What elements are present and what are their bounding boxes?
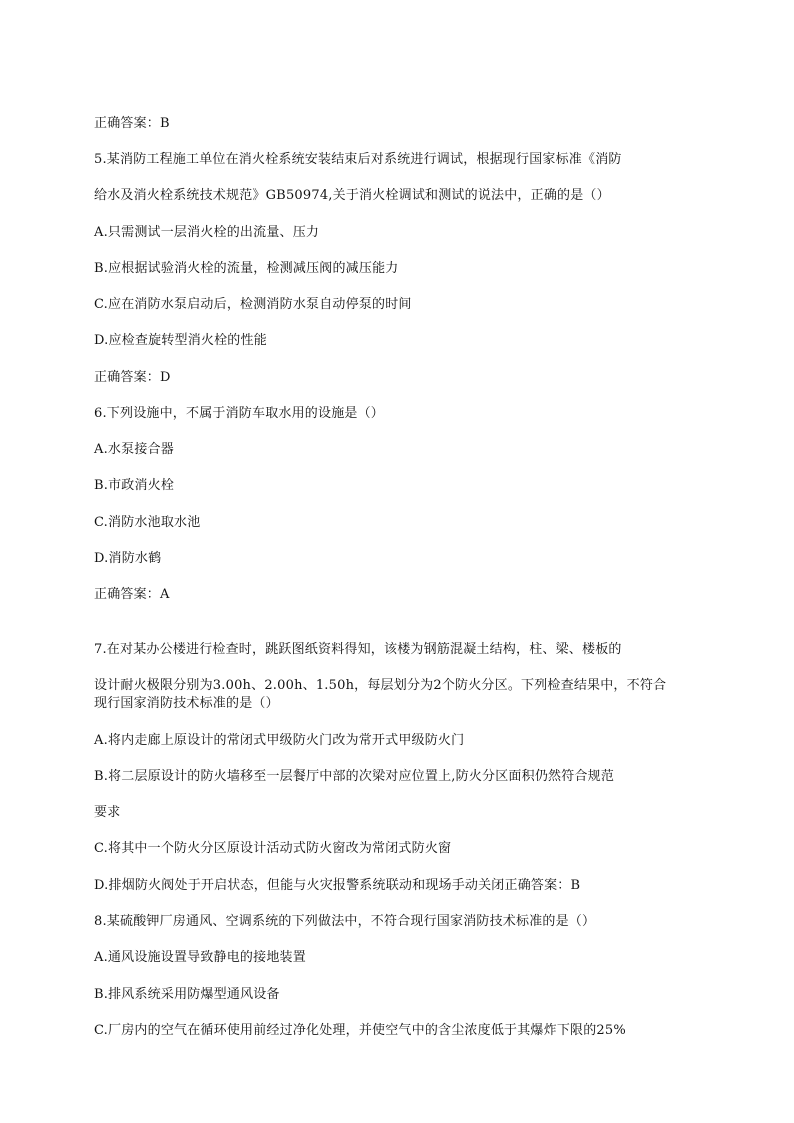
question-6-option-c: C.消防水池取水池 [94, 515, 201, 530]
answer-6: 正确答案：A [94, 587, 170, 602]
question-5-option-c: C.应在消防水泵启动后，检测消防水泵自动停泵的时间 [94, 297, 412, 312]
question-8-option-b: B.排风系统采用防爆型通风设备 [94, 987, 280, 1002]
answer-5: 正确答案：D [94, 370, 171, 385]
question-7-line-1: 7.在对某办公楼进行检查时，跳跃图纸资料得知，该楼为钢筋混凝土结构，柱、梁、楼板的 [94, 642, 622, 657]
question-5-line-1: 5.某消防工程施工单位在消火栓系统安装结束后对系统进行调试，根据现行国家标准《消防 [94, 152, 622, 167]
question-7-line-2: 设计耐火极限分别为3.00h、2.00h、1.50h，每层划分为2个防火分区。下列检查结果中，不符合 [94, 678, 667, 693]
question-7-option-a: A.将内走廊上原设计的常闭式甲级防火门改为常开式甲级防火门 [94, 733, 465, 748]
question-8-option-a: A.通风设施设置导致静电的接地装置 [94, 950, 306, 965]
question-7-option-d-and-answer: D.排烟防火阀处于开启状态，但能与火灾报警系统联动和现场手动关闭正确答案：B [94, 878, 581, 893]
question-6-option-b: B.市政消火栓 [94, 478, 175, 493]
question-5-option-b: B.应根据试验消火栓的流量，检测减压阀的减压能力 [94, 261, 399, 276]
question-5-line-2: 给水及消火栓系统技术规范》GB50974,关于消火栓调试和测试的说法中，正确的是（） [94, 188, 610, 203]
question-7-option-c: C.将其中一个防火分区原设计活动式防火窗改为常闭式防火窗 [94, 841, 452, 856]
question-6-option-d: D.消防水鹤 [94, 551, 162, 566]
question-7-option-b-cont: 要求 [94, 805, 121, 820]
question-8-option-c: C.厂房内的空气在循环使用前经过净化处理，并使空气中的含尘浓度低于其爆炸下限的25% [94, 1023, 626, 1038]
question-5-option-d: D.应检查旋转型消火栓的性能 [94, 333, 267, 348]
question-7-option-b: B.将二层原设计的防火墙移至一层餐厅中部的次梁对应位置上,防火分区面积仍然符合规范 [94, 769, 615, 784]
question-5-option-a: A.只需测试一层消火栓的出流量、压力 [94, 225, 320, 240]
question-8: 8.某硫酸钾厂房通风、空调系统的下列做法中，不符合现行国家消防技术标准的是（） [94, 914, 596, 929]
answer-4: 正确答案：B [94, 116, 170, 131]
question-6: 6.下列设施中，不属于消防车取水用的设施是（） [94, 406, 385, 421]
question-6-option-a: A.水泵接合器 [94, 442, 174, 457]
question-7-line-3: 现行国家消防技术标准的是（） [94, 696, 279, 711]
